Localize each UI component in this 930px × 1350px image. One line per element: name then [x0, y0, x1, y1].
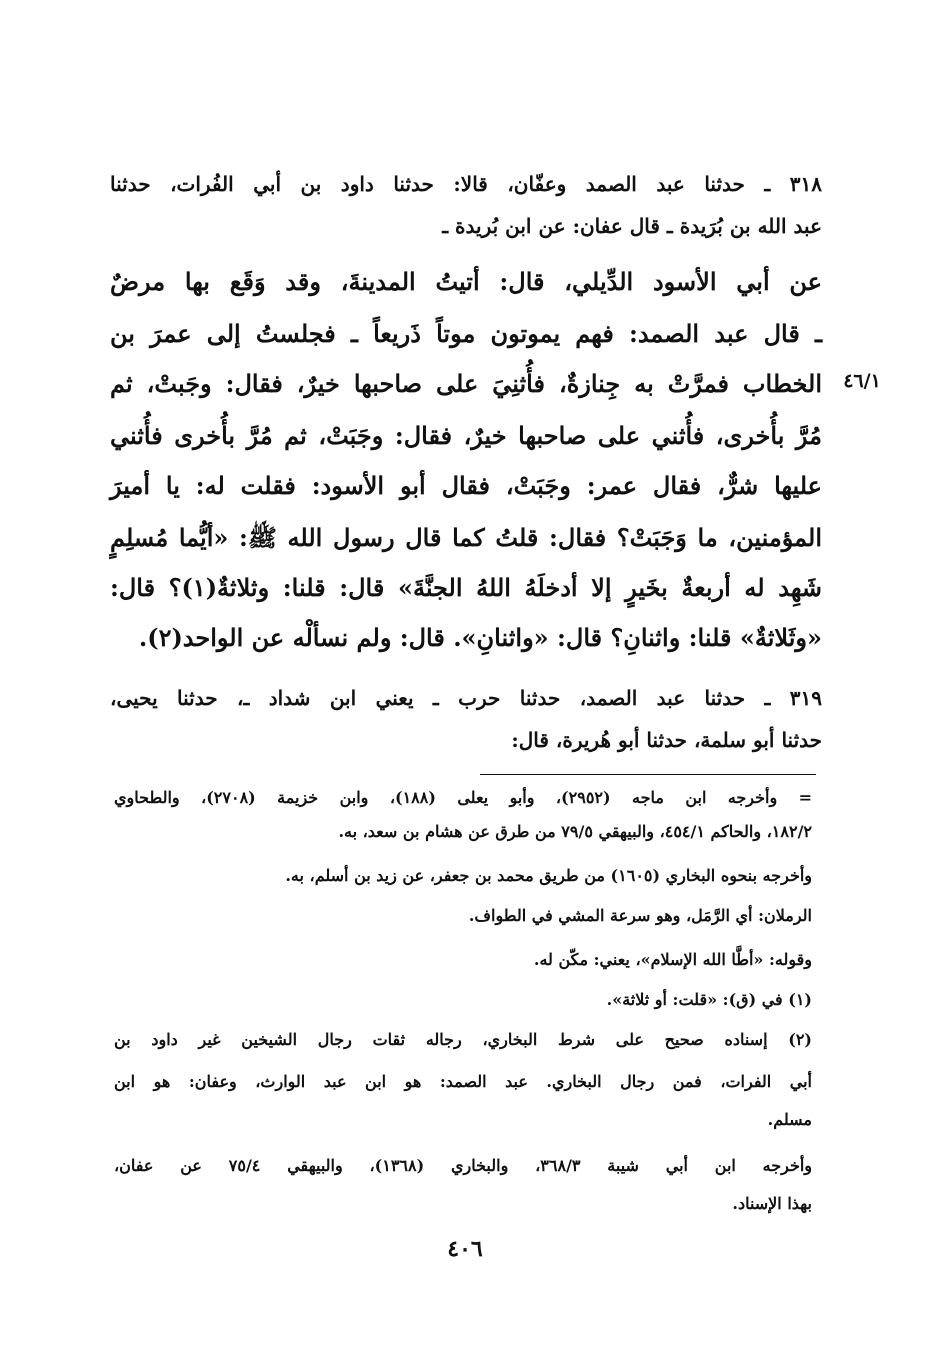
hadith-318-matn-line-1: عن أبي الأسود الدِّيلي، قال: أتيتُ المدينةَ، وقد وَقَع بها مرضٌ	[110, 267, 823, 296]
page-number: ٤٠٦	[447, 1236, 483, 1262]
hadith-318-matn-line-8: «وثَلاثةٌ» قلنا: واثنانِ؟ قال: «واثنانِ». قال: ولم نسألْه عن الواحد(٢).	[138, 623, 822, 652]
hadith-318-matn-line-2: ـ قال عبد الصمد: فهم يموتون موتاً ذَريعاً ـ فجلستُ إلى عمرَ بن	[110, 319, 822, 348]
footnote-line: وأخرجه ابن أبي شيبة ٣٦٨/٣، والبخاري (١٣٦٨)، والبيهقي ٧٥/٤ عن عفان،	[114, 1156, 813, 1175]
footnote-line: مسلم.	[767, 1110, 812, 1129]
hadith-318-matn-line-6: المؤمنين، ما وَجَبَتْ؟ فقال: قلتُ كما قال رسول الله ﷺ: «أيُّما مُسلِمٍ	[110, 523, 822, 552]
hadith-318-matn-line-3: الخطاب فمرَّتْ به جِنازةٌ، فأُثنِيَ على صاحبها خيرٌ، فقال: وجَبتْ، ثم	[110, 369, 822, 398]
hadith-318-matn-line-5: عليها شرٌّ، فقال عمر: وجَبَتْ، فقال أبو الأسود: فقلت له: يا أميرَ	[110, 471, 822, 500]
footnote-line: وقوله: «أطَّا الله الإسلام»، يعني: مكّن له.	[533, 950, 812, 969]
margin-volume-reference: ٤٦/١	[843, 370, 881, 392]
footnote-line: (١) في (ق): «قلت: أو ثلاثة».	[606, 990, 812, 1009]
hadith-319-isnad-line-2: حدثنا أبو سلمة، حدثنا أبو هُريرة، قال:	[511, 728, 822, 752]
hadith-318-isnad-line-1: ٣١٨ ـ حدثنا عبد الصمد وعفّان، قالا: حدثنا داود بن أبي الفُرات، حدثنا	[110, 172, 822, 196]
footnote-line: (٢) إسناده صحيح على شرط البخاري، رجاله ثقات رجال الشيخين غير داود بن	[114, 1030, 812, 1049]
footnote-divider	[480, 774, 816, 775]
hadith-318-matn-line-4: مُرَّ بأُخرى، فأُثني على صاحبها خيرٌ، فقال: وجَبَتْ، ثم مُرَّ بأُخرى فأُثني	[110, 421, 822, 450]
footnote-line: أبي الفرات، فمن رجال البخاري. عبد الصمد: هو ابن عبد الوارث، وعفان: هو ابن	[114, 1072, 812, 1091]
footnote-line: بهذا الإسناد.	[732, 1194, 812, 1213]
footnote-line: الرملان: أي الرَّمَل، وهو سرعة المشي في الطواف.	[468, 906, 812, 925]
footnote-line: ١٨٢/٢، والحاكم ٤٥٤/١، والبيهقي ٧٩/٥ من طرق عن هشام بن سعد، به.	[338, 822, 812, 841]
footnote-line: = وأخرجه ابن ماجه (٢٩٥٢)، وأبو يعلى (١٨٨)، وابن خزيمة (٢٧٠٨)، والطحاوي	[114, 788, 813, 807]
hadith-319-isnad-line-1: ٣١٩ ـ حدثنا عبد الصمد، حدثنا حرب ـ يعني ابن شداد ـ، حدثنا يحيى،	[110, 686, 822, 710]
hadith-318-matn-line-7: شَهِد له أربعةٌ بخَيرٍ إلا أدخلَهُ اللهُ الجنَّةَ» قال: قلنا: وثلاثةٌ(١)؟ قال:	[110, 573, 822, 602]
footnote-line: وأخرجه بنحوه البخاري (١٦٠٥) من طريق محمد بن جعفر، عن زيد بن أسلم، به.	[285, 866, 812, 885]
hadith-318-isnad-line-2: عبد الله بن بُرَيدة ـ قال عفان: عن ابن بُريدة ـ	[442, 214, 822, 238]
